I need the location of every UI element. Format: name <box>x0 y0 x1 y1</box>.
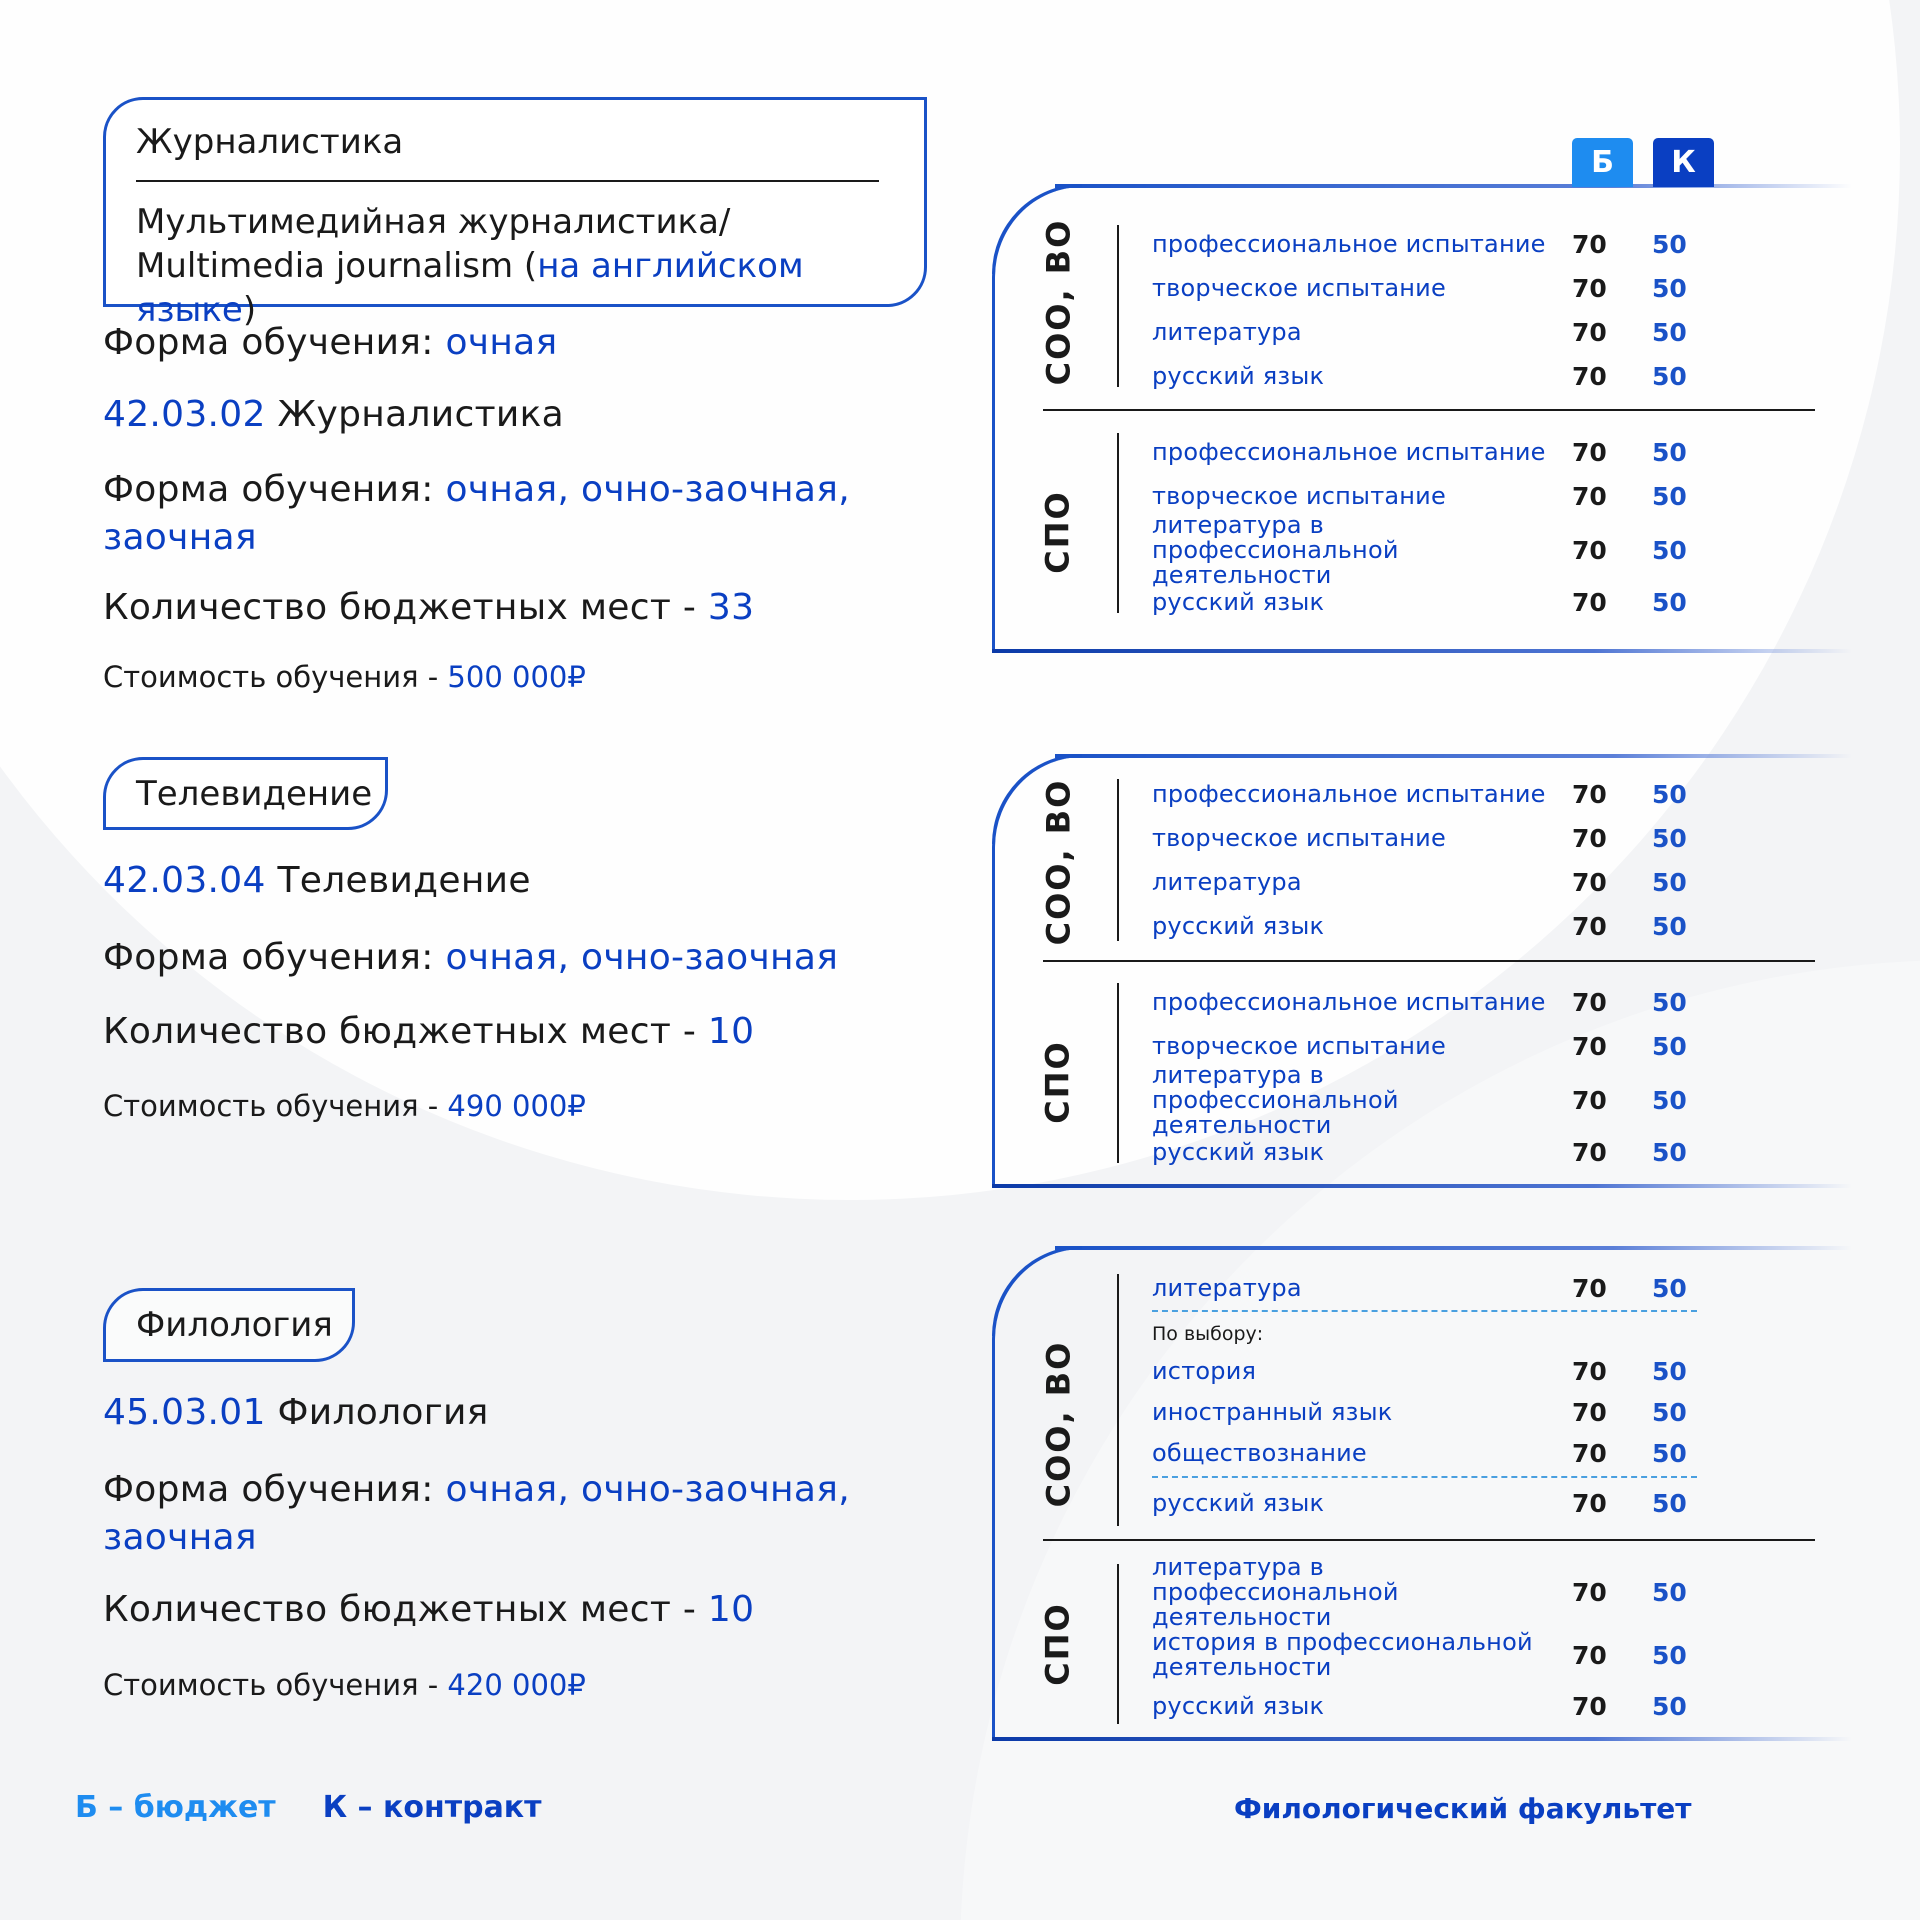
contract-score: 50 <box>1652 867 1687 897</box>
budget-score: 70 <box>1572 481 1607 511</box>
tuition-cost-value: 490 000₽ <box>447 1089 586 1123</box>
table-row <box>1152 481 1712 511</box>
study-form-value: заочная <box>103 1517 257 1558</box>
section-label: СПО <box>1039 1602 1077 1686</box>
budget-score: 70 <box>1572 229 1607 259</box>
study-form-value: очная, очно-заочная, <box>445 1469 850 1510</box>
program-name: Телевидение <box>277 860 531 901</box>
philology-tag <box>103 1288 355 1362</box>
tuition-cost-label: Стоимость обучения - <box>103 1089 448 1123</box>
section-divider <box>1117 1274 1119 1526</box>
budget-column-badge: Б <box>1572 138 1633 187</box>
budget-places-value: 10 <box>707 1589 755 1630</box>
tuition-cost <box>103 1089 586 1123</box>
budget-score: 70 <box>1572 1356 1607 1386</box>
subject: русский язык <box>1152 361 1325 390</box>
contract-score: 50 <box>1652 437 1687 467</box>
section-label: СПО <box>1039 490 1077 574</box>
journalism-card <box>103 97 927 330</box>
study-form-value: очная, очно-заочная, <box>445 469 850 510</box>
table-row <box>1152 317 1712 347</box>
section-separator <box>1043 960 1815 962</box>
subject: творческое испытание <box>1152 273 1446 302</box>
study-form <box>103 466 850 562</box>
exam-table-journalism <box>992 187 1852 653</box>
subject: русский язык <box>1152 1691 1325 1720</box>
budget-score: 70 <box>1572 1691 1607 1721</box>
section-separator <box>1043 1539 1815 1541</box>
study-form <box>103 937 838 978</box>
contract-score: 50 <box>1652 361 1687 391</box>
contract-score: 50 <box>1652 1356 1687 1386</box>
subject: творческое испытание <box>1152 823 1446 852</box>
budget-places <box>103 1589 754 1630</box>
table-row <box>1152 1137 1712 1167</box>
budget-places-value: 33 <box>707 587 755 628</box>
tuition-cost <box>103 1668 586 1702</box>
subject: обществознание <box>1152 1438 1367 1467</box>
budget-score: 70 <box>1572 1640 1607 1670</box>
budget-score: 70 <box>1572 1085 1607 1115</box>
section-divider <box>1117 983 1119 1163</box>
budget-score: 70 <box>1572 1438 1607 1468</box>
program-code-line <box>103 394 564 435</box>
contract-score: 50 <box>1652 911 1687 941</box>
contract-score: 50 <box>1652 1397 1687 1427</box>
profile-language-note: на английском языке <box>136 246 804 330</box>
table-row <box>1152 1438 1712 1468</box>
program-tag: Телевидение <box>136 773 373 814</box>
budget-score: 70 <box>1572 1577 1607 1607</box>
contract-score: 50 <box>1652 1691 1687 1721</box>
tuition-cost-value: 420 000₽ <box>447 1668 586 1702</box>
soo-vo-label <box>1033 778 1083 946</box>
contract-score: 50 <box>1652 823 1687 853</box>
subject: профессиональное испытание <box>1152 229 1546 258</box>
subject: творческое испытание <box>1152 481 1446 510</box>
profile-title <box>136 200 924 332</box>
program-code: 45.03.01 <box>103 1392 266 1433</box>
table-row <box>1152 779 1712 809</box>
study-form-label: Форма обучения: <box>103 322 446 363</box>
subject: иностранный язык <box>1152 1397 1393 1426</box>
subject: история <box>1152 1356 1257 1385</box>
section-label: СПО <box>1039 1040 1077 1124</box>
study-form-label: Форма обучения: <box>103 1469 446 1510</box>
contract-column-badge: К <box>1653 138 1714 187</box>
budget-score: 70 <box>1572 587 1607 617</box>
table-row <box>1152 911 1712 941</box>
contract-score: 50 <box>1652 1577 1687 1607</box>
table-row <box>1152 1356 1712 1386</box>
subject: литература <box>1152 1273 1302 1302</box>
budget-places-label: Количество бюджетных мест - <box>103 587 708 628</box>
budget-score: 70 <box>1572 911 1607 941</box>
table-row <box>1152 1552 1712 1631</box>
budget-score: 70 <box>1572 535 1607 565</box>
table-row <box>1152 1031 1712 1061</box>
spo-label <box>1033 1569 1083 1719</box>
subject: литература <box>1152 317 1302 346</box>
budget-score: 70 <box>1572 273 1607 303</box>
subject: профессиональное испытание <box>1152 437 1546 466</box>
program-code: 42.03.02 <box>103 394 266 435</box>
subject: русский язык <box>1152 587 1325 616</box>
section-label: СОО, ВО <box>1039 1340 1077 1508</box>
legend <box>75 1790 542 1825</box>
legend-contract: К – контракт <box>322 1790 542 1825</box>
program-name: Журналистика <box>277 394 564 435</box>
table-row <box>1152 361 1712 391</box>
program-code-line <box>103 860 531 901</box>
table-row <box>1152 1627 1712 1683</box>
table-row <box>1152 1060 1712 1139</box>
exam-table-television <box>992 757 1852 1188</box>
budget-score: 70 <box>1572 1488 1607 1518</box>
table-row <box>1152 1488 1712 1518</box>
subject: русский язык <box>1152 911 1325 940</box>
table-row <box>1152 510 1712 589</box>
budget-score: 70 <box>1572 1137 1607 1167</box>
table-row <box>1152 1397 1712 1427</box>
exam-table-philology <box>992 1249 1852 1741</box>
subject: профессиональное испытание <box>1152 987 1546 1016</box>
soo-vo-label <box>1033 218 1083 386</box>
program-code-line <box>103 1392 489 1433</box>
section-separator <box>1043 409 1815 411</box>
subject: профессиональное испытание <box>1152 779 1546 808</box>
budget-score: 70 <box>1572 1031 1607 1061</box>
contract-score: 50 <box>1652 1640 1687 1670</box>
section-divider <box>1117 433 1119 613</box>
subject: русский язык <box>1152 1488 1325 1517</box>
contract-score: 50 <box>1652 779 1687 809</box>
contract-score: 50 <box>1652 535 1687 565</box>
contract-score: 50 <box>1652 317 1687 347</box>
contract-score: 50 <box>1652 987 1687 1017</box>
section-divider <box>1117 779 1119 941</box>
budget-places <box>103 587 754 628</box>
spo-label <box>1033 447 1083 617</box>
table-row <box>1152 229 1712 259</box>
table-row <box>1152 587 1712 617</box>
soo-vo-label <box>1033 1309 1083 1539</box>
television-tag <box>103 757 388 830</box>
subject: литература в профессиональной деятельности <box>1152 1060 1399 1139</box>
profile-english: Multimedia journalism ( <box>136 246 538 286</box>
dashed-divider <box>1152 1476 1697 1478</box>
contract-score: 50 <box>1652 1137 1687 1167</box>
dashed-divider <box>1152 1310 1697 1312</box>
budget-places <box>103 1011 754 1052</box>
table-row <box>1152 1273 1712 1303</box>
section-divider <box>1117 1564 1119 1724</box>
study-form-value: очная <box>445 322 558 363</box>
section-label: СОО, ВО <box>1039 778 1077 946</box>
contract-score: 50 <box>1652 1273 1687 1303</box>
legend-budget: Б – бюджет <box>75 1790 276 1825</box>
contract-score: 50 <box>1652 1085 1687 1115</box>
program-code: 42.03.04 <box>103 860 266 901</box>
program-tag: Журналистика <box>136 122 404 162</box>
budget-score: 70 <box>1572 437 1607 467</box>
subject: русский язык <box>1152 1137 1325 1166</box>
study-form-value: заочная <box>103 517 257 558</box>
subject: литература в профессиональной деятельности <box>1152 510 1399 589</box>
table-row <box>1152 867 1712 897</box>
section-label: СОО, ВО <box>1039 218 1077 386</box>
subject: творческое испытание <box>1152 1031 1446 1060</box>
subject: литература в профессиональной деятельности <box>1152 1552 1399 1631</box>
budget-score: 70 <box>1572 1397 1607 1427</box>
program-tag: Филология <box>136 1305 333 1345</box>
table-row <box>1152 1691 1712 1721</box>
budget-score: 70 <box>1572 1273 1607 1303</box>
faculty-name: Филологический факультет <box>1234 1792 1692 1825</box>
study-form-value: очная, очно-заочная <box>445 937 839 978</box>
table-row <box>1152 823 1712 853</box>
tuition-cost-label: Стоимость обучения - <box>103 660 448 694</box>
budget-places-label: Количество бюджетных мест - <box>103 1589 708 1630</box>
profile-title-line2 <box>136 244 924 332</box>
section-divider <box>1117 225 1119 387</box>
table-row <box>1152 987 1712 1017</box>
budget-score: 70 <box>1572 317 1607 347</box>
choice-label: По выбору: <box>1152 1323 1264 1345</box>
contract-score: 50 <box>1652 273 1687 303</box>
divider <box>136 180 879 182</box>
budget-score: 70 <box>1572 867 1607 897</box>
contract-score: 50 <box>1652 229 1687 259</box>
subject: литература <box>1152 867 1302 896</box>
contract-score: 50 <box>1652 1488 1687 1518</box>
tuition-cost-value: 500 000₽ <box>447 660 586 694</box>
study-form <box>103 1466 850 1562</box>
study-form <box>103 322 558 363</box>
profile-title-line1: Мультимедийная журналистика/ <box>136 202 731 242</box>
budget-score: 70 <box>1572 779 1607 809</box>
paren: ) <box>242 290 257 330</box>
contract-score: 50 <box>1652 1031 1687 1061</box>
contract-score: 50 <box>1652 481 1687 511</box>
spo-label <box>1033 997 1083 1167</box>
subject: история в профессиональной деятельности <box>1152 1628 1533 1681</box>
contract-score: 50 <box>1652 1438 1687 1468</box>
contract-score: 50 <box>1652 587 1687 617</box>
study-form-label: Форма обучения: <box>103 937 446 978</box>
budget-places-value: 10 <box>707 1011 755 1052</box>
tuition-cost <box>103 660 586 694</box>
table-row <box>1152 273 1712 303</box>
table-row <box>1152 437 1712 467</box>
program-name: Филология <box>277 1392 489 1433</box>
budget-places-label: Количество бюджетных мест - <box>103 1011 708 1052</box>
budget-score: 70 <box>1572 987 1607 1017</box>
budget-score: 70 <box>1572 361 1607 391</box>
study-form-label: Форма обучения: <box>103 469 446 510</box>
budget-score: 70 <box>1572 823 1607 853</box>
tuition-cost-label: Стоимость обучения - <box>103 1668 448 1702</box>
